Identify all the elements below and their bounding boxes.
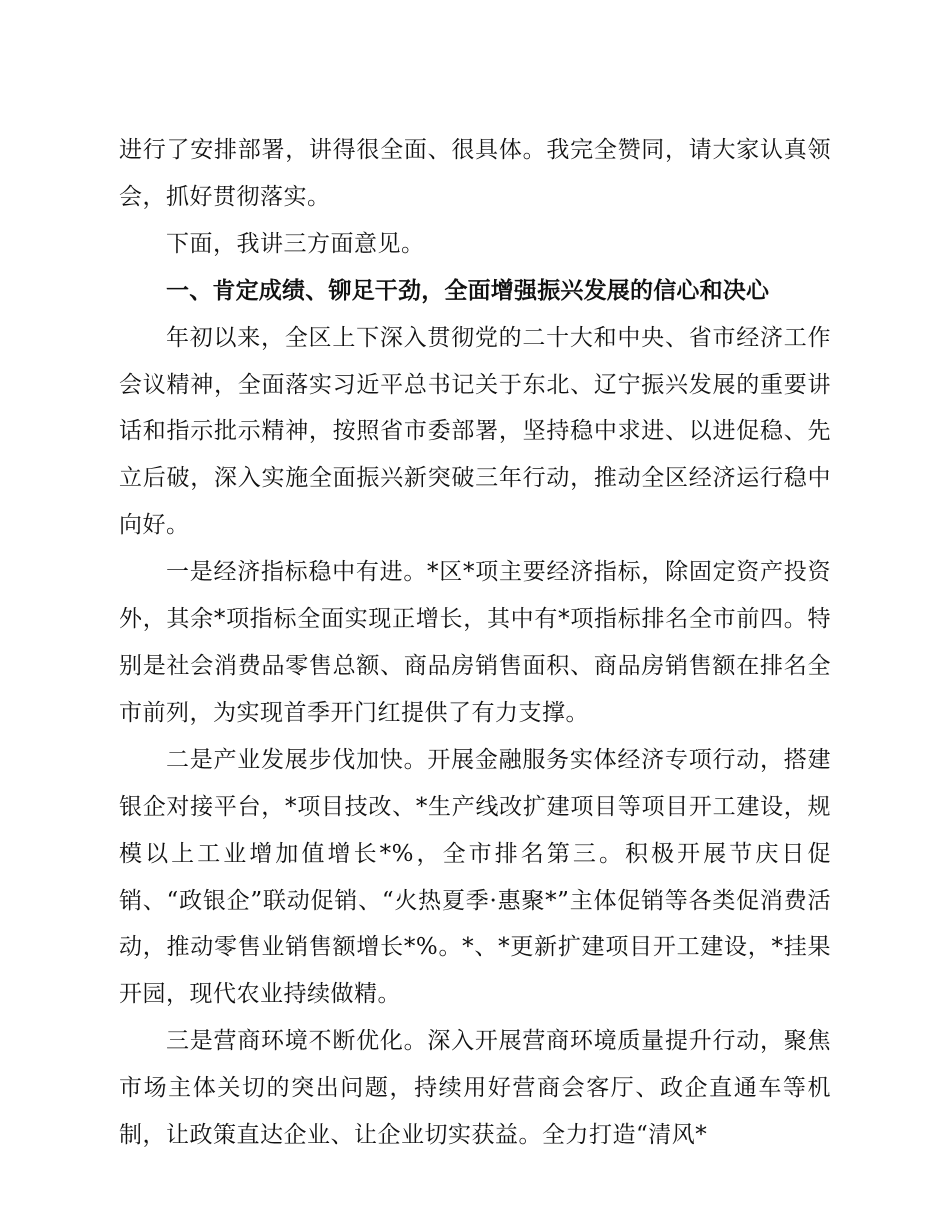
paragraph-industry-development: 二是产业发展步伐加快。开展金融服务实体经济专项行动，搭建银企对接平台，*项目技改、*生产线改扩建项目等项目开工建设，规模以上工业增加值增长*%，全市排名第三。积极开展节庆日促销、“政银企”联动促销、“火热夏季·惠聚*”主体促销等各类促消费活动，推动零售业销售额增长*%。*、*更新扩建项目开工建设，*挂果开园，现代农业持续做精。 (119, 746, 831, 1008)
paragraph-continuation: 进行了安排部署，讲得很全面、很具体。我完全赞同，请大家认真领会，抓好贯彻落实。 (119, 137, 831, 210)
document-body (119, 127, 831, 1159)
paragraph-intro: 下面，我讲三方面意见。 (166, 230, 425, 257)
paragraph-economic-indicators: 一是经济指标稳中有进。*区*项主要经济指标，除固定资产投资外，其余*项指标全面实现正增长，其中有*项指标排名全市前四。特别是社会消费品零售总额、商品房销售面积、商品房销售额在排名全市前列，为实现首季开门红提供了有力支撑。 (119, 559, 831, 726)
section-heading-1: 一、肯定成绩、铆足干劲，全面增强振兴发展的信心和决心 (166, 277, 770, 304)
paragraph-overview: 年初以来，全区上下深入贯彻党的二十大和中央、省市经济工作会议精神，全面落实习近平总书记关于东北、辽宁振兴发展的重要讲话和指示批示精神，按照省市委部署，坚持稳中求进、以进促稳、先立后破，深入实施全面振兴新突破三年行动，推动全区经济运行稳中向好。 (119, 324, 831, 539)
paragraph-business-environment: 三是营商环境不断优化。深入开展营商环境质量提升行动，聚焦市场主体关切的突出问题，持续用好营商会客厅、政企直通车等机制，让政策直达企业、让企业切实获益。全力打造“清风* (119, 1028, 831, 1149)
